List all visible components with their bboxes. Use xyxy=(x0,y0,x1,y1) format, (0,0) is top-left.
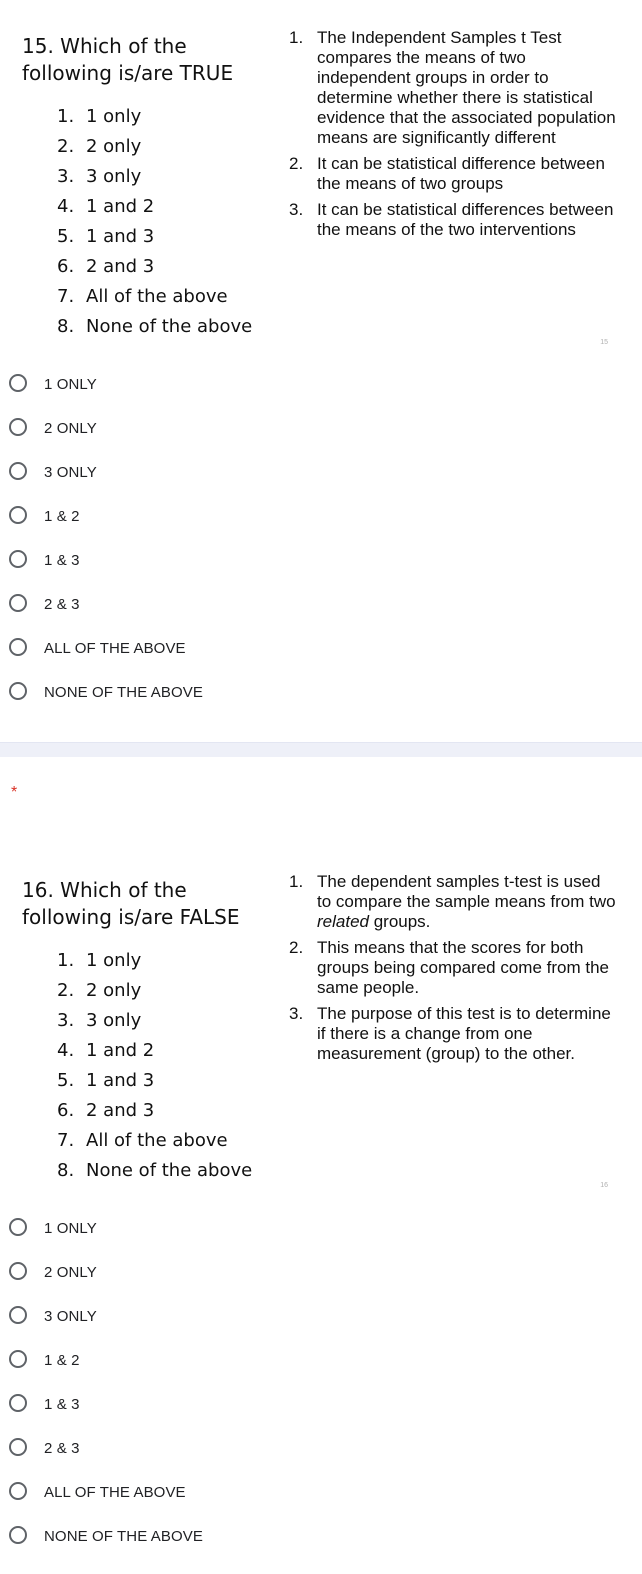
legend-item: 1. 1 only xyxy=(57,950,142,971)
radio-option[interactable]: 3 ONLY xyxy=(0,1295,642,1339)
radio-option[interactable]: 1 & 3 xyxy=(0,1383,642,1427)
radio-circle-icon[interactable] xyxy=(9,1350,27,1368)
legend-item: 4. 1 and 2 xyxy=(57,1040,155,1061)
answer-legend-list xyxy=(57,946,252,1186)
legend-item: 6. 2 and 3 xyxy=(57,256,155,277)
answer-legend-list xyxy=(57,102,252,342)
legend-item: 3. 3 only xyxy=(57,1010,142,1031)
statement-item: 1. The dependent samples t-test is used to compare the sample means from two related groups. xyxy=(289,872,616,931)
radio-option[interactable]: 1 & 2 xyxy=(0,1339,642,1383)
statement-item: 2. It can be statistical difference between the means of two groups xyxy=(289,154,605,193)
question-title: 15. Which of the following is/are TRUE xyxy=(22,34,234,85)
radio-circle-icon[interactable] xyxy=(9,638,27,656)
required-asterisk: * xyxy=(11,784,18,801)
legend-item: 4. 1 and 2 xyxy=(57,196,155,217)
radio-circle-icon[interactable] xyxy=(9,1438,27,1456)
radio-circle-icon[interactable] xyxy=(9,374,27,392)
radio-group xyxy=(0,1207,642,1559)
question-image xyxy=(0,0,642,352)
legend-item: 5. 1 and 3 xyxy=(57,226,155,247)
radio-group xyxy=(0,363,642,715)
legend-item: 6. 2 and 3 xyxy=(57,1100,155,1121)
legend-item: 8. None of the above xyxy=(57,316,253,337)
radio-option[interactable]: 2 & 3 xyxy=(0,583,642,627)
page-number: 15 xyxy=(600,339,608,346)
radio-circle-icon[interactable] xyxy=(9,550,27,568)
question-card-15 xyxy=(0,0,642,742)
radio-circle-icon[interactable] xyxy=(9,1218,27,1236)
statement-item: 1. The Independent Samples t Test compares the means of two independent groups in order to determine whether there is statistical evidence that the associated population means are significantly different xyxy=(289,28,616,147)
page-number: 16 xyxy=(600,1182,608,1189)
radio-circle-icon[interactable] xyxy=(9,594,27,612)
legend-item: 7. All of the above xyxy=(57,286,228,307)
radio-option[interactable]: 2 ONLY xyxy=(0,1251,642,1295)
radio-circle-icon[interactable] xyxy=(9,682,27,700)
radio-option[interactable]: 1 & 3 xyxy=(0,539,642,583)
legend-item: 1. 1 only xyxy=(57,106,142,127)
radio-circle-icon[interactable] xyxy=(9,1526,27,1544)
radio-circle-icon[interactable] xyxy=(9,1306,27,1324)
radio-option[interactable]: 1 ONLY xyxy=(0,363,642,407)
radio-circle-icon[interactable] xyxy=(9,1482,27,1500)
question-title: 16. Which of the following is/are FALSE xyxy=(22,878,240,929)
statement-item: 2. This means that the scores for both groups being compared come from the same people. xyxy=(289,938,609,997)
legend-item: 3. 3 only xyxy=(57,166,142,187)
legend-item: 2. 2 only xyxy=(57,136,142,157)
question-image xyxy=(0,757,642,1239)
radio-option[interactable]: 1 ONLY xyxy=(0,1207,642,1251)
statement-item: 3. The purpose of this test is to determine if there is a change from one measurement (group) to the other. xyxy=(289,1004,611,1063)
radio-option[interactable]: ALL OF THE ABOVE xyxy=(0,627,642,671)
section-separator xyxy=(0,742,642,757)
legend-item: 2. 2 only xyxy=(57,980,142,1001)
radio-option[interactable]: ALL OF THE ABOVE xyxy=(0,1471,642,1515)
question-card-16 xyxy=(0,757,642,1574)
radio-option[interactable]: NONE OF THE ABOVE xyxy=(0,671,642,715)
legend-item: 5. 1 and 3 xyxy=(57,1070,155,1091)
radio-option[interactable]: 2 ONLY xyxy=(0,407,642,451)
radio-circle-icon[interactable] xyxy=(9,506,27,524)
statement-list xyxy=(289,872,619,1070)
radio-circle-icon[interactable] xyxy=(9,462,27,480)
statement-item: 3. It can be statistical differences between the means of the two interventions xyxy=(289,200,614,239)
radio-option[interactable]: NONE OF THE ABOVE xyxy=(0,1515,642,1559)
radio-option[interactable]: 1 & 2 xyxy=(0,495,642,539)
radio-circle-icon[interactable] xyxy=(9,418,27,436)
radio-option[interactable]: 3 ONLY xyxy=(0,451,642,495)
legend-item: 7. All of the above xyxy=(57,1130,228,1151)
radio-option[interactable]: 2 & 3 xyxy=(0,1427,642,1471)
legend-item: 8. None of the above xyxy=(57,1160,253,1181)
statement-list xyxy=(289,28,619,246)
radio-circle-icon[interactable] xyxy=(9,1262,27,1280)
radio-circle-icon[interactable] xyxy=(9,1394,27,1412)
